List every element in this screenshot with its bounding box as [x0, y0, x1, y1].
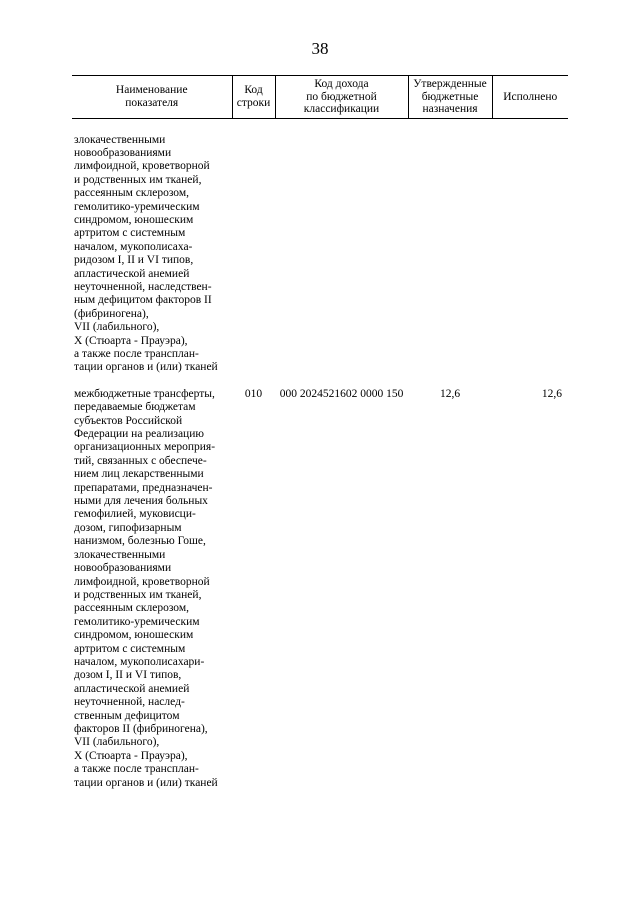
- name-line: VII (лабильного),: [74, 321, 160, 334]
- table-header-row: [72, 76, 568, 119]
- name-line: синдромом, юношеским: [74, 629, 194, 642]
- name-line: X (Стюарта - Прауэра),: [74, 749, 188, 762]
- header-income-code: [275, 76, 408, 119]
- header-name-line: Наименование: [115, 84, 188, 97]
- name-line: рассеянным склерозом,: [74, 602, 189, 615]
- name-line: ственным дефицитом: [74, 709, 180, 722]
- name-line: VII (лабильного),: [74, 736, 160, 749]
- name-line: апластической анемией: [74, 267, 190, 280]
- name-line: началом, мукополисахари-: [74, 655, 205, 668]
- name-line: X (Стюарта - Прауэра),: [74, 334, 188, 347]
- name-line: тий, связанных с обеспече-: [74, 454, 207, 467]
- budget-table: [72, 75, 568, 790]
- name-line: (фибриногена),: [74, 307, 149, 320]
- name-line: нанизмом, болезнью Гоше,: [74, 535, 206, 548]
- header-name-line: показателя: [125, 96, 179, 109]
- header-executed-line: Исполнено: [503, 90, 558, 103]
- header-executed: [492, 76, 568, 119]
- name-line: межбюджетные трансферты,: [74, 387, 215, 400]
- table-row-continuation: [72, 118, 568, 388]
- name-line: Федерации на реализацию: [74, 428, 204, 441]
- name-line: субъектов Российской: [74, 414, 183, 427]
- header-approved: [408, 76, 492, 119]
- name-line: артритом с системным: [74, 227, 186, 240]
- approved-cell: 12,6: [439, 387, 461, 400]
- row-code-cell: 010: [244, 387, 263, 400]
- continuation-executed-cell: [492, 118, 568, 388]
- name-line: дозом, гипофизарным: [74, 521, 182, 534]
- indicator-name-cell: [72, 388, 232, 790]
- header-income-code-line: классификации: [303, 103, 380, 115]
- name-line: ными для лечения больных: [74, 495, 208, 508]
- continuation-approved-cell: [408, 118, 492, 388]
- name-line: а также после трансплан-: [74, 348, 199, 360]
- name-line: и родственных им тканей,: [74, 588, 202, 601]
- name-line: тации органов и (или) тканей: [74, 361, 218, 374]
- name-line: неуточненной, наслед-: [74, 696, 185, 709]
- page-number: 38: [311, 39, 329, 58]
- name-line: неуточненной, наследствен-: [74, 280, 212, 293]
- continuation-income-code-cell: [275, 118, 408, 388]
- name-line: и родственных им тканей,: [74, 173, 202, 186]
- header-approved-line: Утвержденные: [413, 78, 487, 90]
- header-row-code-line: Код: [244, 84, 263, 97]
- executed-cell: 12,6: [541, 387, 562, 400]
- name-line: нием лиц лекарственными: [74, 468, 204, 481]
- name-line: апластической анемией: [74, 682, 190, 695]
- income-code-cell: 000 2024521602 0000 150: [279, 387, 404, 400]
- continuation-name-cell: [72, 118, 232, 388]
- name-line: артритом с системным: [74, 642, 186, 655]
- name-line: передаваемые бюджетам: [74, 401, 196, 414]
- name-line: новообразованиями: [74, 562, 172, 575]
- header-income-code-line: Код дохода: [314, 78, 369, 90]
- name-line: а также после трансплан-: [74, 763, 199, 776]
- name-line: злокачественными: [74, 548, 166, 561]
- header-approved-line: назначения: [422, 103, 478, 115]
- name-line: ридозом I, II и VI типов,: [74, 254, 194, 267]
- name-line: факторов II (фибриногена),: [74, 722, 208, 735]
- header-name: [72, 76, 232, 119]
- table-row: [72, 388, 568, 790]
- header-row-code-line: строки: [236, 96, 271, 109]
- name-line: организационных мероприя-: [74, 441, 216, 454]
- name-line: синдромом, юношеским: [74, 213, 194, 226]
- name-line: ным дефицитом факторов II: [74, 294, 212, 307]
- name-line: началом, мукополисаха-: [74, 240, 193, 253]
- name-line: гемолитико-уремическим: [74, 200, 200, 213]
- name-line: новообразованиями: [74, 146, 172, 159]
- name-line: рассеянным склерозом,: [74, 187, 189, 200]
- name-line: дозом I, II и VI типов,: [74, 669, 182, 682]
- name-line: лимфоидной, кроветворной: [74, 575, 210, 588]
- header-row-code: [232, 76, 275, 119]
- header-income-code-line: по бюджетной: [306, 90, 377, 103]
- name-line: лимфоидной, кроветворной: [74, 160, 210, 173]
- name-line: тации органов и (или) тканей: [74, 776, 218, 789]
- name-line: злокачественными: [74, 133, 166, 146]
- continuation-row-code-cell: [232, 118, 275, 388]
- name-line: гемофилией, муковисци-: [74, 508, 196, 521]
- name-line: препаратами, предназначен-: [74, 481, 213, 494]
- header-approved-line: бюджетные: [421, 90, 479, 103]
- name-line: гемолитико-уремическим: [74, 615, 200, 628]
